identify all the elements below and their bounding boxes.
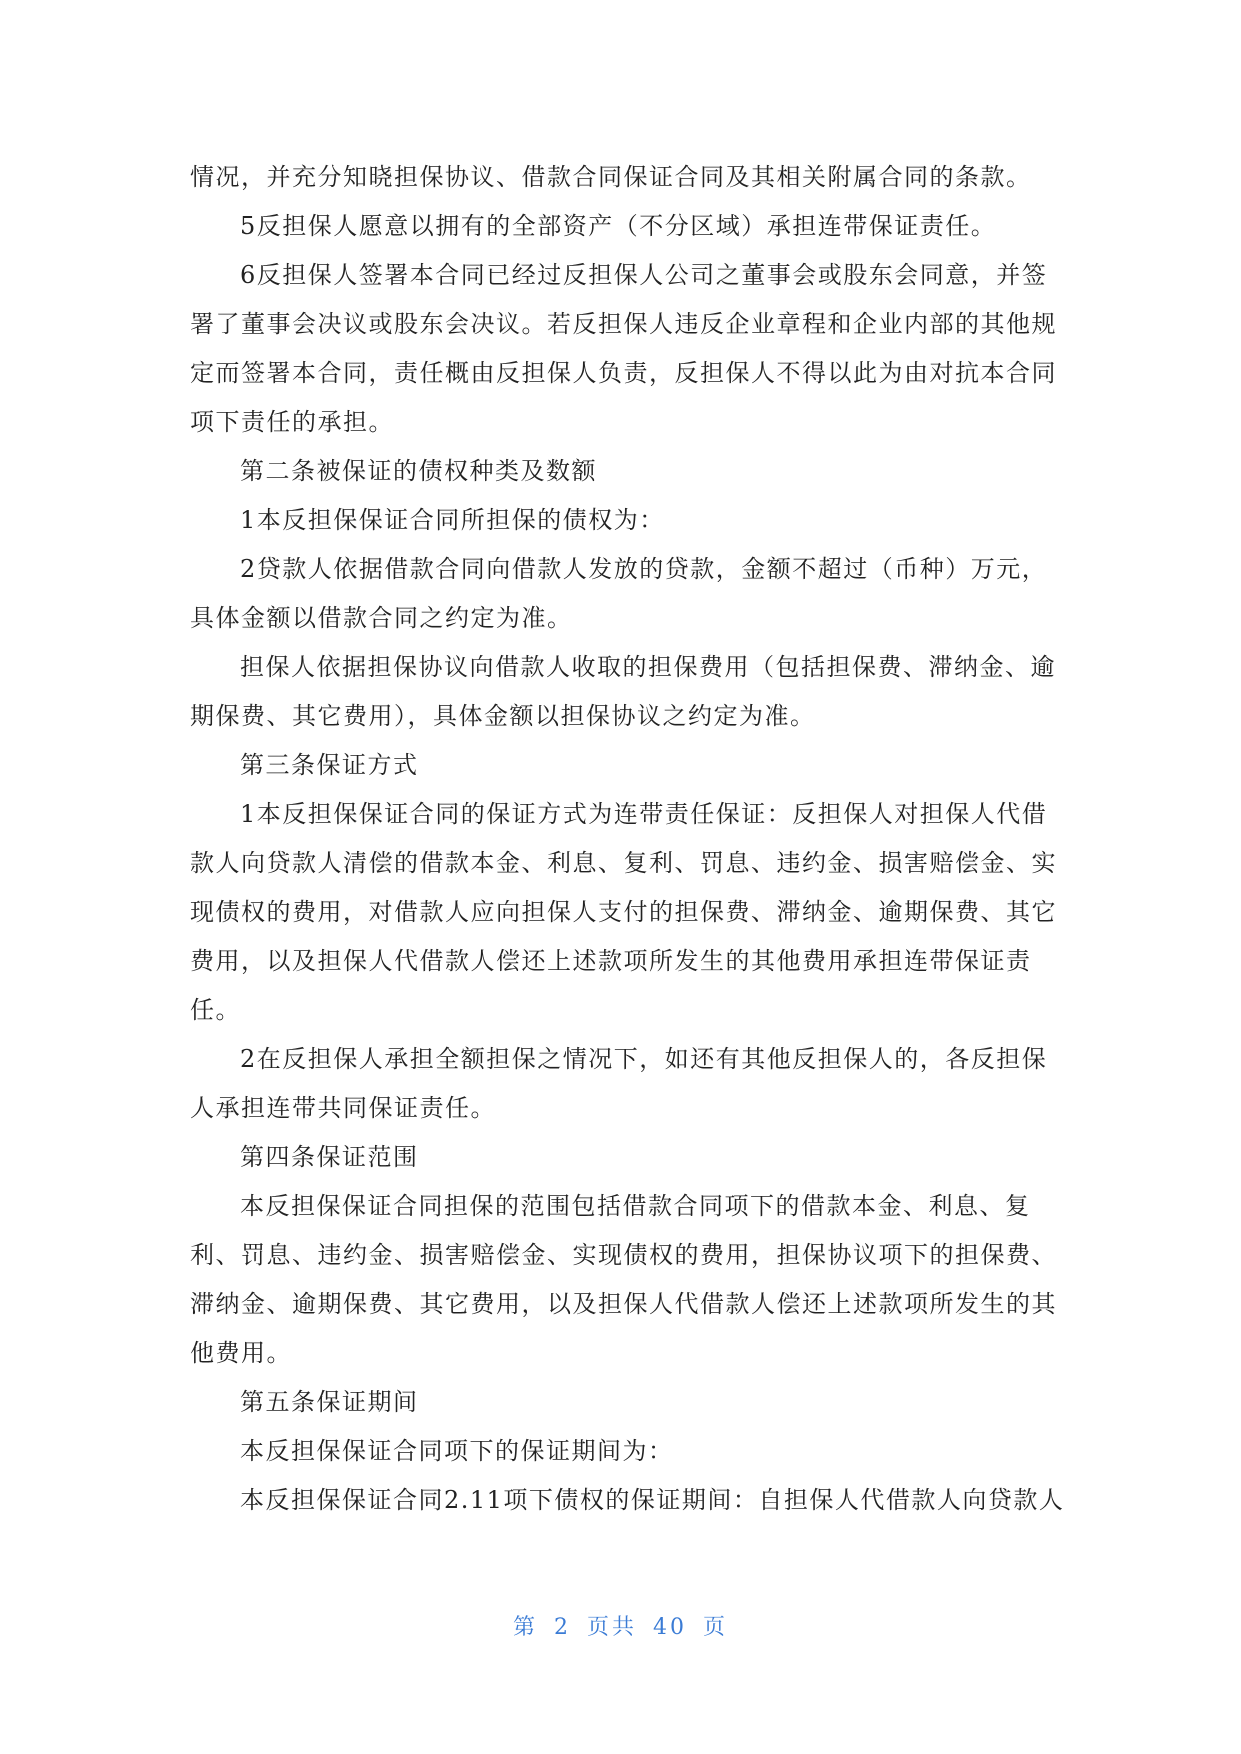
text-line: 第五条保证期间 <box>240 1388 419 1416</box>
footer-page-number: 2 <box>553 1615 571 1640</box>
paragraph-art4 <box>190 1133 1060 1182</box>
text-line: 费用，以及担保人代借款人偿还上述款项所发生的其他费用承担连带保证责 <box>190 947 1032 975</box>
paragraph-art5-1 <box>190 1427 1060 1476</box>
text-line: 人承担连带共同保证责任。 <box>190 1094 496 1122</box>
text-line: 情况，并充分知晓担保协议、借款合同保证合同及其相关附属合同的条款。 <box>190 163 1032 191</box>
text-line: 1本反担保保证合同所担保的债权为： <box>240 506 665 534</box>
paragraph-p5 <box>190 202 1060 251</box>
text-line: 现债权的费用，对借款人应向担保人支付的担保费、滞纳金、逾期保费、其它 <box>190 898 1057 926</box>
text-line: 6反担保人签署本合同已经过反担保人公司之董事会或股东会同意，并签 <box>240 261 1048 289</box>
text-line: 1本反担保保证合同的保证方式为连带责任保证：反担保人对担保人代借 <box>240 800 1048 828</box>
footer-label-di: 第 <box>512 1615 538 1640</box>
paragraph-art2-1 <box>190 496 1060 545</box>
text-line: 具体金额以借款合同之约定为准。 <box>190 604 573 632</box>
text-line: 署了董事会决议或股东会决议。若反担保人违反企业章程和企业内部的其他规 <box>190 310 1057 338</box>
text-line: 本反担保保证合同2.11项下债权的保证期间：自担保人代借款人向贷款人 <box>240 1486 1065 1514</box>
text-line: 本反担保保证合同项下的保证期间为： <box>240 1437 674 1465</box>
paragraph-art3-2 <box>190 1035 1060 1133</box>
text-line: 项下责任的承担。 <box>190 408 394 436</box>
paragraph-p-cont <box>190 153 1060 202</box>
paragraph-p6 <box>190 251 1060 447</box>
paragraph-art3-1 <box>190 790 1060 1035</box>
text-line: 他费用。 <box>190 1339 292 1367</box>
paragraph-art2 <box>190 447 1060 496</box>
text-line: 第二条被保证的债权种类及数额 <box>240 457 597 485</box>
text-line: 5反担保人愿意以拥有的全部资产（不分区域）承担连带保证责任。 <box>240 212 997 240</box>
text-line: 利、罚息、违约金、损害赔偿金、实现债权的费用，担保协议项下的担保费、 <box>190 1241 1057 1269</box>
text-line: 期保费、其它费用），具体金额以担保协议之约定为准。 <box>190 702 816 730</box>
page-footer <box>0 1610 1241 1641</box>
footer-total-pages: 40 <box>653 1615 687 1640</box>
footer-label-ye: 页 <box>703 1615 729 1640</box>
paragraph-art2-2 <box>190 545 1060 643</box>
text-line: 第四条保证范围 <box>240 1143 419 1171</box>
document-body <box>190 153 1065 1525</box>
paragraph-art4-1 <box>190 1182 1060 1378</box>
footer-label-yegong: 页共 <box>586 1615 637 1640</box>
paragraph-art2-3 <box>190 643 1060 741</box>
text-line: 滞纳金、逾期保费、其它费用，以及担保人代借款人偿还上述款项所发生的其 <box>190 1290 1057 1318</box>
text-line: 第三条保证方式 <box>240 751 419 779</box>
paragraph-art3 <box>190 741 1060 790</box>
text-line: 担保人依据担保协议向借款人收取的担保费用（包括担保费、滞纳金、逾 <box>240 653 1056 681</box>
text-line: 款人向贷款人清偿的借款本金、利息、复利、罚息、违约金、损害赔偿金、实 <box>190 849 1057 877</box>
text-line: 定而签署本合同，责任概由反担保人负责，反担保人不得以此为由对抗本合同 <box>190 359 1057 387</box>
paragraph-art5-2 <box>190 1476 1065 1525</box>
text-line: 本反担保保证合同担保的范围包括借款合同项下的借款本金、利息、复 <box>240 1192 1031 1220</box>
text-line: 2在反担保人承担全额担保之情况下，如还有其他反担保人的，各反担保 <box>240 1045 1048 1073</box>
text-line: 2贷款人依据借款合同向借款人发放的贷款，金额不超过（币种）万元， <box>240 555 1048 583</box>
text-line: 任。 <box>190 996 241 1024</box>
paragraph-art5 <box>190 1378 1060 1427</box>
